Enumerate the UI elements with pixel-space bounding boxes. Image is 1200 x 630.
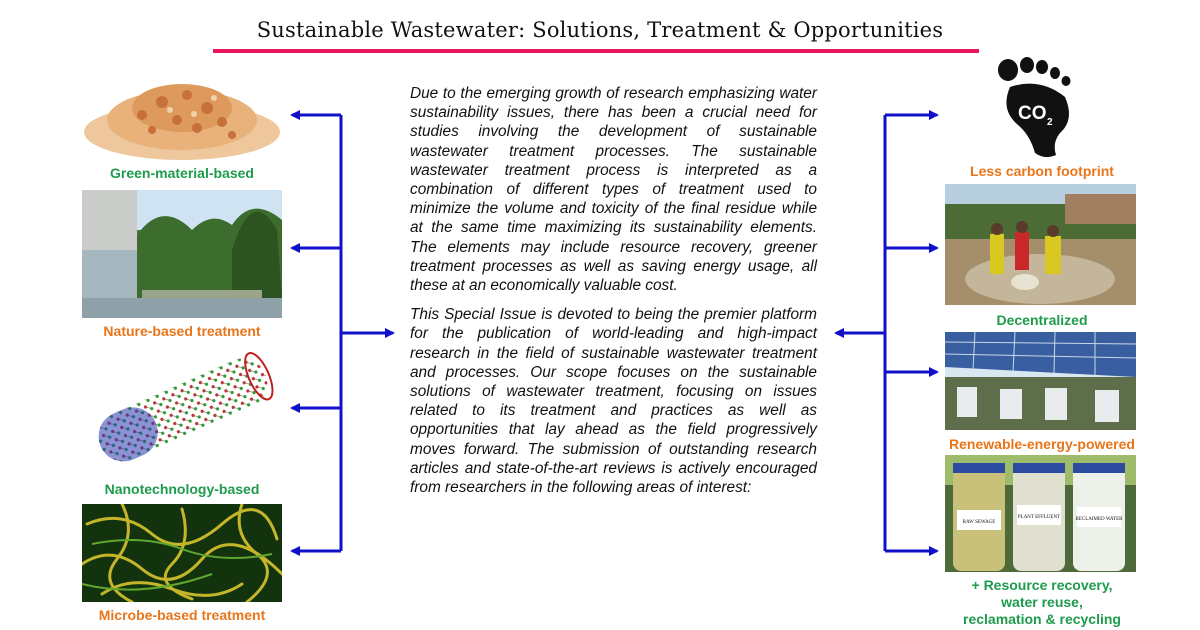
label-decentralized: Decentralized <box>996 312 1088 328</box>
wetland-image <box>82 190 282 318</box>
co2-subscript: 2 <box>1047 117 1053 128</box>
label-green-material: Green-material-based <box>110 165 254 181</box>
label-nature-based: Nature-based treatment <box>103 323 261 339</box>
paragraph-intro: Due to the emerging growth of research emphasizing water sustainability issues, there has been a crucial need for studies involving the development of sustainable wastewater treatment processes. The sustainable wastewater treatment process is interpreted as a combination of different types of treatment used to minimize the volume and toxicity of the final residue while at the same time maximizing its sustainability elements. The elements may include resource recovery, greener treatment processes as well as saving energy usage, all these at an economically valuable cost. <box>410 85 817 295</box>
label-resource-line1: + Resource recovery, <box>971 577 1113 593</box>
description-text <box>410 84 817 507</box>
paragraph-scope: This Special Issue is devoted to being the premier platform for the publication of world-leading and high-impact research in the field of sustainable wastewater treatment and processes. Our scope focuses on the sustainable solutions of wastewater treatment, focusing on issues related to its treatment and practices as well as opportunities that lay ahead as the field progressively moves forward. The submission of outstanding research articles and state-of-the-art reviews is actively encouraged from researchers in the following areas of interest: <box>410 306 817 497</box>
decentralized-image <box>945 184 1136 305</box>
label-resource-line2: water reuse, <box>1001 594 1083 610</box>
water-jars-image <box>945 455 1136 572</box>
nanotube-image <box>88 345 278 475</box>
page-title: Sustainable Wastewater: Solutions, Treatment & Opportunities <box>256 18 944 42</box>
jar-label-effluent: PLANT EFFLUENT <box>1017 515 1061 520</box>
label-resource-line3: reclamation & recycling <box>963 611 1121 627</box>
jar-label-reclaimed: RECLAIMED WATER <box>1075 517 1123 522</box>
label-microbe: Microbe-based treatment <box>98 607 266 623</box>
footprint-icon <box>990 55 1080 160</box>
microbe-image <box>82 504 282 602</box>
jar-label-raw: RAW SEWAGE <box>962 520 996 525</box>
label-renewable: Renewable-energy-powered <box>949 436 1135 452</box>
co2-text: CO <box>1018 103 1047 124</box>
label-resource-recovery <box>937 577 1147 628</box>
label-carbon: Less carbon footprint <box>970 163 1114 179</box>
shrimp-shells-image <box>82 70 282 160</box>
label-nanotech: Nanotechnology-based <box>104 481 260 497</box>
solar-image <box>945 332 1136 430</box>
